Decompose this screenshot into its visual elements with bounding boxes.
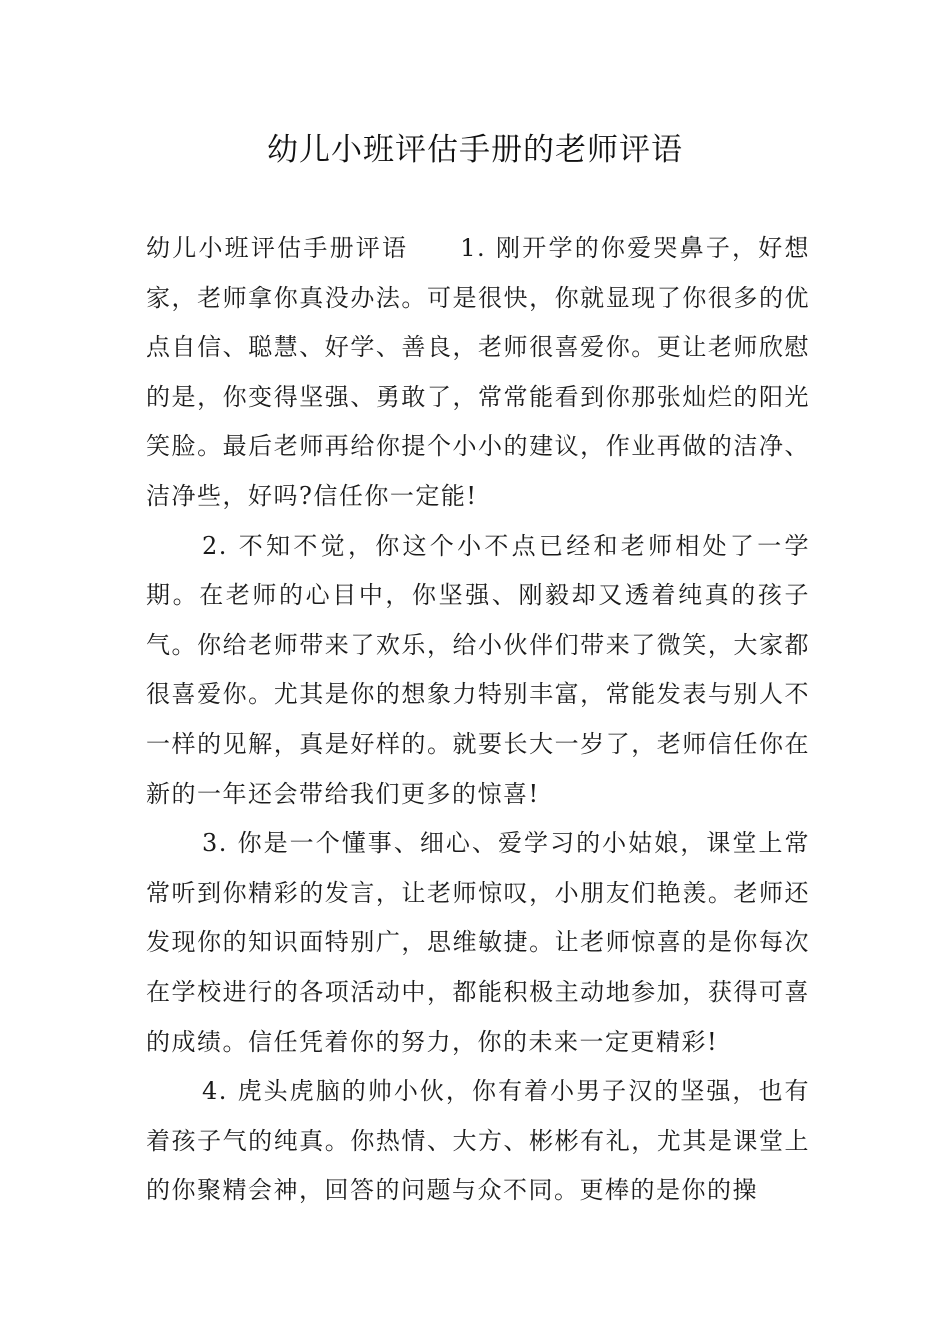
intro-label: 幼儿小班评估手册评语 [146, 234, 409, 262]
paragraph-1-text: 1. 刚开学的你爱哭鼻子，好想家，老师拿你真没办法。可是很快，你就显现了你很多的优点自信、聪慧、好学、善良，老师很喜爱你。更让老师欣慰的是，你变得坚强、勇敢了，常常能看到你那张灿烂的阳光笑脸。最后老师再给你提个小小的建议，作业再做的洁净、洁净些，好吗?信任你一定能! [146, 234, 811, 510]
paragraph-3: 3. 你是一个懂事、细心、爱学习的小姑娘，课堂上常常听到你精彩的发言，让老师惊叹，小朋友们艳羡。老师还发现你的知识面特别广，思维敏捷。让老师惊喜的是你每次在学校进行的各项活动中，都能积极主动地参加，获得可喜的成绩。信任凭着你的努力，你的未来一定更精彩! [146, 829, 810, 1056]
document-title: 幼儿小班评估手册的老师评语 [267, 132, 683, 168]
paragraph-2: 2. 不知不觉，你这个小不点已经和老师相处了一学期。在老师的心目中，你坚强、刚毅却又透着纯真的孩子气。你给老师带来了欢乐，给小伙伴们带来了微笑，大家都很喜爱你。尤其是你的想象力特别丰富，常能发表与别人不一样的见解，真是好样的。就要长大一岁了，老师信任你在新的一年还会带给我们更多的惊喜! [146, 531, 810, 808]
paragraph-4: 4. 虎头虎脑的帅小伙，你有着小男子汉的坚强，也有着孩子气的纯真。你热情、大方、彬彬有礼，尤其是课堂上的你聚精会神，回答的问题与众不同。更棒的是你的操 [146, 1077, 810, 1205]
paragraph-1 [146, 224, 810, 522]
document-body [146, 224, 810, 1216]
